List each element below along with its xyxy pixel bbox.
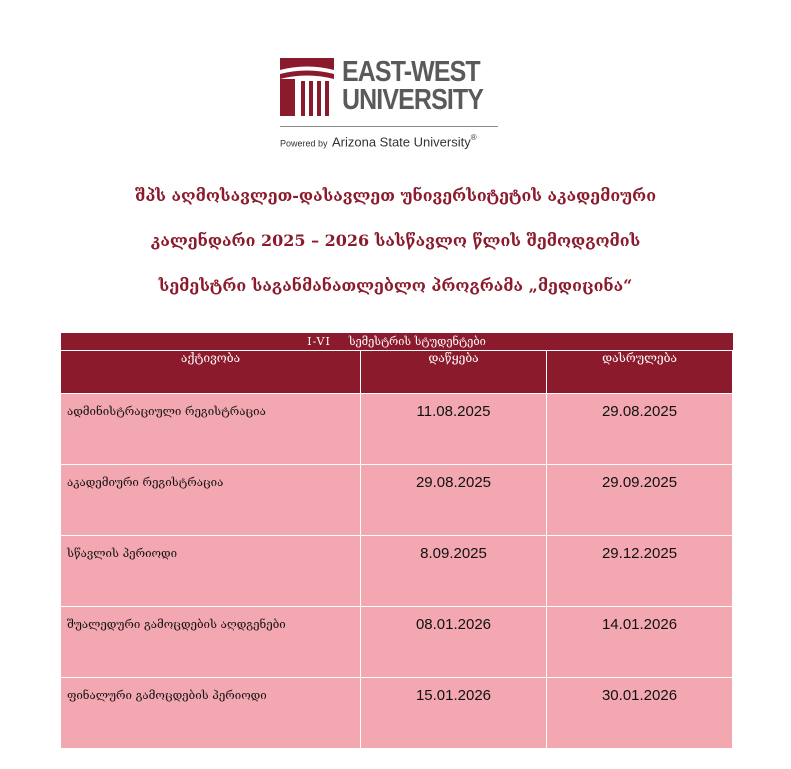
activity-cell: შუალედური გამოცდების აღდგენები: [61, 607, 361, 678]
registered-mark: ®: [470, 133, 477, 142]
logo-divider: [280, 126, 498, 127]
table-row: [61, 465, 733, 536]
semester-band: [61, 333, 733, 351]
document-title-line-2: კალენდარი 2025 – 2026 სასწავლო წლის შემოდგომის: [150, 231, 641, 250]
semester-range: I-VI: [307, 335, 331, 348]
university-emblem-icon: [280, 58, 334, 116]
activity-cell: სწავლის პერიოდი: [61, 536, 361, 607]
end-date-cell: 29.12.2025: [547, 536, 733, 607]
end-date-cell: 30.01.2026: [547, 678, 733, 749]
header-activity: აქტივობა: [61, 351, 361, 394]
table-row: [61, 607, 733, 678]
logo-line-2: UNIVERSITY: [342, 84, 484, 116]
activity-cell: აკადემიური რეგისტრაცია: [61, 465, 361, 536]
end-date-cell: 14.01.2026: [547, 607, 733, 678]
university-logo: [280, 55, 510, 150]
header-start: დაწყება: [361, 351, 547, 394]
start-date-cell: 15.01.2026: [361, 678, 547, 749]
powered-by-line: [280, 133, 477, 151]
start-date-cell: 8.09.2025: [361, 536, 547, 607]
document-title-line-3: სემესტრი საგანმანათლებლო პროგრამა „მედიცინა“: [158, 276, 633, 295]
end-date-cell: 29.09.2025: [547, 465, 733, 536]
start-date-cell: 11.08.2025: [361, 394, 547, 465]
academic-calendar-table: [60, 333, 733, 749]
activity-cell: ფინალური გამოცდების პერიოდი: [61, 678, 361, 749]
end-date-cell: 29.08.2025: [547, 394, 733, 465]
activity-cell: ადმინისტრაციული რეგისტრაცია: [61, 394, 361, 465]
partner-name: Arizona State University: [331, 134, 471, 150]
powered-by-label: Powered by: [280, 138, 328, 149]
table-header-row: [61, 351, 733, 394]
table-row: [61, 678, 733, 749]
logo-line-1: EAST-WEST: [342, 56, 480, 88]
table-row: [61, 536, 733, 607]
header-end: დასრულება: [547, 351, 733, 394]
semester-band-label: სემესტრის სტუდენტები: [348, 335, 486, 348]
start-date-cell: 29.08.2025: [361, 465, 547, 536]
semester-band-row: [61, 333, 733, 351]
start-date-cell: 08.01.2026: [361, 607, 547, 678]
document-title-line-1: შპს აღმოსავლეთ-დასავლეთ უნივერსიტეტის აკადემიური: [134, 186, 657, 205]
table-row: [61, 394, 733, 465]
